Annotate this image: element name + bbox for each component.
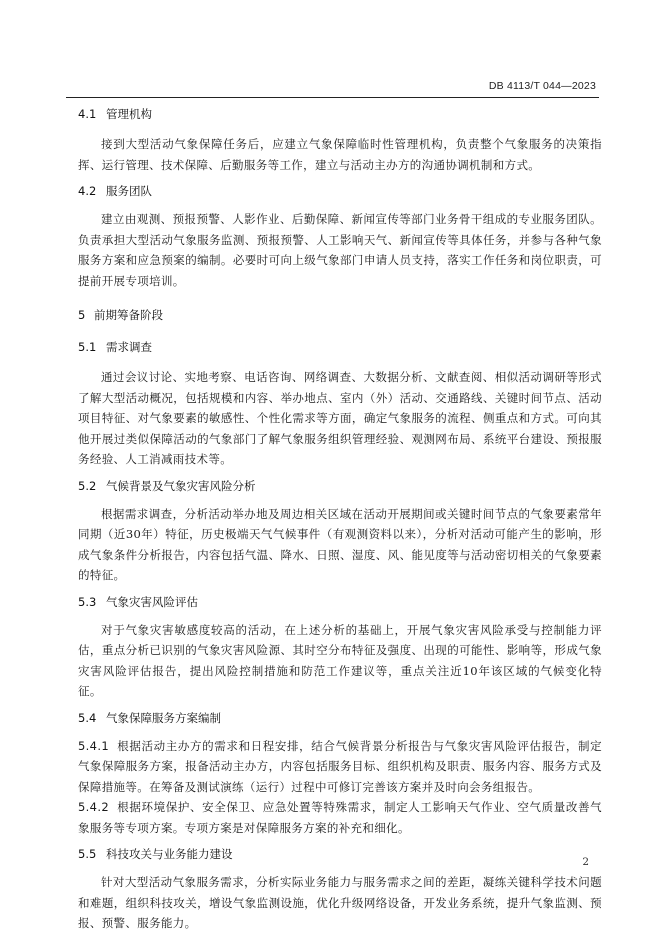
section-heading-5-4 — [78, 708, 602, 728]
section-title: 服务团队 — [106, 184, 152, 198]
section-heading-5-5 — [78, 844, 602, 864]
subsection-5-4-2 — [78, 797, 602, 838]
section-heading-5-1 — [78, 337, 602, 357]
section-number: 5.2 — [78, 478, 97, 493]
subsection-number: 5.4.1 — [78, 738, 110, 753]
section-title: 气候背景及气象灾害风险分析 — [106, 478, 256, 493]
page-content — [78, 104, 602, 934]
section-title: 气象灾害风险评估 — [106, 594, 198, 609]
section-title: 气象保障服务方案编制 — [106, 710, 221, 725]
section-heading-4-1 — [78, 104, 602, 124]
subsection-number: 5.4.2 — [78, 800, 110, 814]
section-paragraph: 通过会议讨论、实地考察、电话咨询、网络调查、大数据分析、文献查阅、相似活动调研等形式了解大型活动概况，包括规模和内容、举办地点、室内（外）活动、交通路线、关键时间节点、活动项目特征、对气象要素的敏感性、个性化需求等方面，确定气象服务的流程、侧重点和方式。可向其他开展过类似保障活动的气象部门了解气象服务组织管理经验、观测网布局、系统平台建设、预报服务经验、人工消减雨技术等。 — [78, 370, 602, 466]
subsection-text: 根据环境保护、安全保卫、应急处置等特殊需求，制定人工影响天气作业、空气质量改善气象服务等专项方案。专项方案是对保障服务方案的补充和细化。 — [78, 800, 602, 835]
page-number: 2 — [582, 856, 589, 868]
chapter-heading-5 — [78, 305, 602, 325]
section-number: 5.4 — [78, 710, 97, 725]
section-heading-5-2 — [78, 476, 602, 496]
section-title: 科技攻关与业务能力建设 — [106, 847, 233, 861]
section-number: 5.1 — [78, 340, 97, 354]
section-paragraph: 根据需求调查，分析活动举办地及周边相关区域在活动开展期间或关键时间节点的气象要素常年同期（近30年）特征，历史极端天气气候事件（有观测资料以来），分析对活动可能产生的影响，形成气象条件分析报告，内容包括气温、降水、日照、湿度、风、能见度等与活动密切相关的气象要素的特征。 — [78, 506, 602, 582]
section-number: 5.3 — [78, 594, 97, 609]
subsection-5-4-1 — [78, 736, 602, 798]
section-paragraph: 建立由观测、预报预警、人影作业、后勤保障、新闻宣传等部门业务骨干组成的专业服务团队。负责承担大型活动气象服务监测、预报预警、人工影响天气、新闻宣传等具体任务，并参与各种气象服务方案和应急预案的编制。必要时可向上级气象部门申请人员支持，落实工作任务和岗位职责，可提前开展专项培训。 — [78, 212, 602, 288]
section-heading-5-3 — [78, 592, 602, 612]
section-heading-4-2 — [78, 181, 602, 201]
chapter-number: 5 — [78, 308, 86, 322]
section-paragraph: 针对大型活动气象服务需求，分析实际业务能力与服务需求之间的差距，凝练关键科学技术问题和难题，组织科技攻关，增设气象监测设施，优化升级网络设备，开发业务系统，提升气象监测、预报、预警、服务能力。 — [78, 875, 602, 930]
section-paragraph: 接到大型活动气象保障任务后，应建立气象保障临时性管理机构，负责整个气象服务的决策指挥、运行管理、技术保障、后勤服务等工作，建立与活动主办方的沟通协调机制和方式。 — [78, 137, 602, 172]
section-title: 需求调查 — [106, 340, 152, 354]
chapter-title: 前期筹备阶段 — [94, 308, 163, 322]
section-number: 5.5 — [78, 847, 97, 861]
section-title: 管理机构 — [106, 107, 152, 121]
section-number: 4.1 — [78, 107, 97, 121]
subsection-text: 根据活动主办方的需求和日程安排，结合气候背景分析报告与气象灾害风险评估报告，制定气象保障服务方案，报备活动主办方，内容包括服务目标、组织机构及职责、服务内容、服务方式及保障措施等。在筹备及测试演练（运行）过程中可修订完善该方案并及时向会务组报告。 — [78, 738, 602, 794]
document-number: DB 4113/T 044—2023 — [488, 80, 596, 92]
header-rule — [66, 97, 599, 98]
section-number: 4.2 — [78, 184, 97, 198]
section-paragraph: 对于气象灾害敏感度较高的活动，在上述分析的基础上，开展气象灾害风险承受与控制能力评估，重点分析已识别的气象灾害风险源、其时空分布特征及强度、出现的可能性、影响等，形成气象灾害风险评估报告，提出风险控制措施和防范工作建议等，重点关注近10年该区域的气候变化特征。 — [78, 622, 602, 698]
